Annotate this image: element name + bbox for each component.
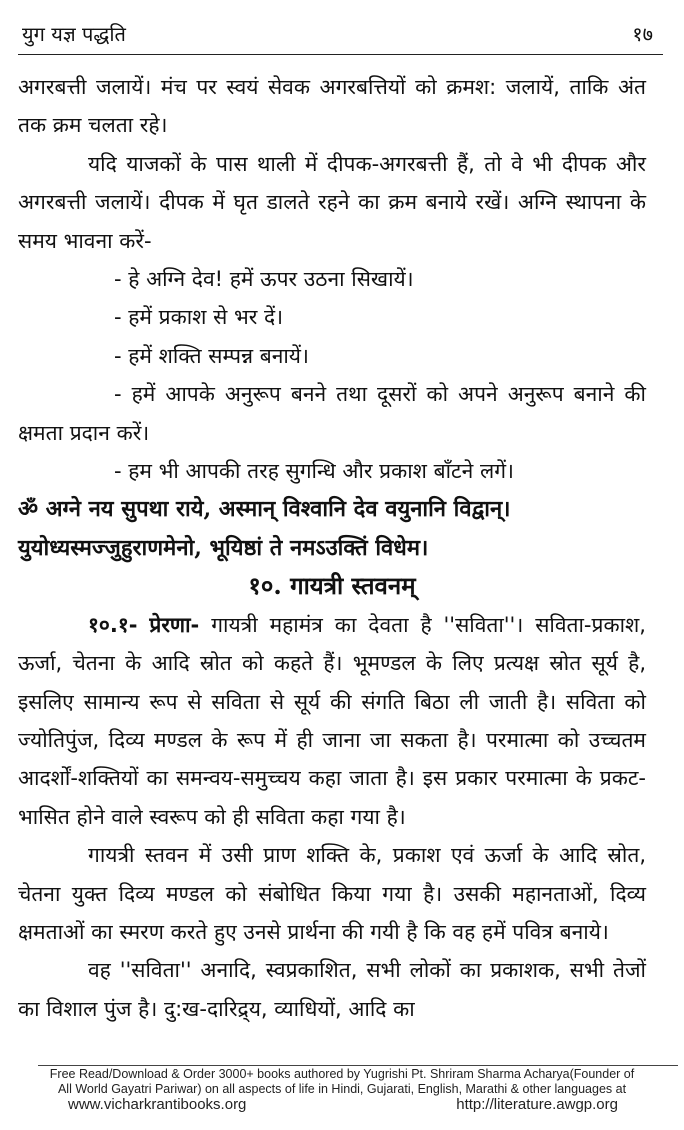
mantra-line-1: ॐ अग्ने नय सुपथा राये, अस्मान् विश्वानि देव वयुनानि विद्वान्। xyxy=(18,496,511,523)
running-title: युग यज्ञ पद्धति xyxy=(22,22,126,46)
page-number: १७ xyxy=(632,22,653,46)
bullet-item: - हमें शक्ति सम्पन्न बनायें। xyxy=(114,343,309,368)
footer-link-literature[interactable]: http://literature.awgp.org xyxy=(456,1096,618,1113)
footer-link-vicharkranti[interactable]: www.vicharkrantibooks.org xyxy=(68,1096,247,1113)
subsection-number: १०.१- xyxy=(88,612,138,637)
bullet-item: - हमें आपके अनुरूप बनने तथा दूसरों को अपने अनुरूप बनाने की क्षमता प्रदान करें। xyxy=(18,382,646,445)
section-heading: १०. गायत्री स्तवनम् xyxy=(248,571,416,601)
bullet-item: - हे अग्नि देव! हमें ऊपर उठना सिखायें। xyxy=(114,267,414,292)
subsection-label: प्रेरणा- xyxy=(149,612,200,637)
paragraph-inspiration xyxy=(18,606,646,836)
paragraph-savita: वह ''सविता'' अनादि, स्वप्रकाशित, सभी लोकों का प्रकाशक, सभी तेजों का विशाल पुंज है। दु:ख-दारिद्र्य, व्याधियों, आदि का xyxy=(18,958,646,1021)
page-header xyxy=(18,14,663,55)
footer-line-2: All World Gayatri Pariwar) on all aspects of life in Hindi, Gujarati, English, Marathi & other languages at xyxy=(57,1082,627,1096)
paragraph-stavan: गायत्री स्तवन में उसी प्राण शक्ति के, प्रकाश एवं ऊर्जा के आदि स्रोत, चेतना युक्त दिव्य मण्डल को संबोधित किया गया है। उसकी महानताओं, दिव्य क्षमताओं का स्मरण करते हुए उनसे प्रार्थना की गयी है कि वह हमें पवित्र बनाये। xyxy=(18,843,646,944)
bullet-item: - हम भी आपकी तरह सुगन्धि और प्रकाश बाँटने लगें। xyxy=(114,459,514,484)
bullet-item: - हमें प्रकाश से भर दें। xyxy=(114,305,284,330)
subsection-text: गायत्री महामंत्र का देवता है ''सविता''। सविता-प्रकाश, ऊर्जा, चेतना के आदि स्रोत को कहते हैं। भूमण्डल के लिए प्रत्यक्ष स्रोत सूर्य है, इसलिए सामान्य रूप से सविता से सूर्य की संगति बिठा ली जाती है। सविता को ज्योतिपुंज, दिव्य मण्डल के रूप में ही जाना जा सकता है। परमात्मा को उच्चतम आदर्शों-शक्तियों का समन्वय-समुच्चय कहा जाता है। इस प्रकार परमात्मा के प्रकट-भासित होने वाले स्वरूप को ही सविता कहा गया है। xyxy=(18,612,646,829)
footer-line-1: Free Read/Download & Order 3000+ books authored by Yugrishi Pt. Shriram Sharma Acharya(Founder of xyxy=(49,1067,635,1081)
footer-divider xyxy=(38,1065,678,1066)
mantra-line-2: युयोध्यस्मज्जुहुराणमेनो, भूयिष्ठां ते नमऽउक्तिं विधेम। xyxy=(18,534,429,561)
footer-notice xyxy=(20,1067,664,1097)
page-body xyxy=(18,68,646,1028)
paragraph-lamp: यदि याजकों के पास थाली में दीपक-अगरबत्ती हैं, तो वे भी दीपक और अगरबत्ती जलायें। दीपक में घृत डालते रहने का क्रम बनाये रखें। अग्नि स्थापना के समय भावना करें- xyxy=(18,151,646,253)
paragraph-incense: अगरबत्ती जलायें। मंच पर स्वयं सेवक अगरबत्तियों को क्रमश: जलायें, ताकि अंत तक क्रम चलता रहे। xyxy=(18,75,646,138)
